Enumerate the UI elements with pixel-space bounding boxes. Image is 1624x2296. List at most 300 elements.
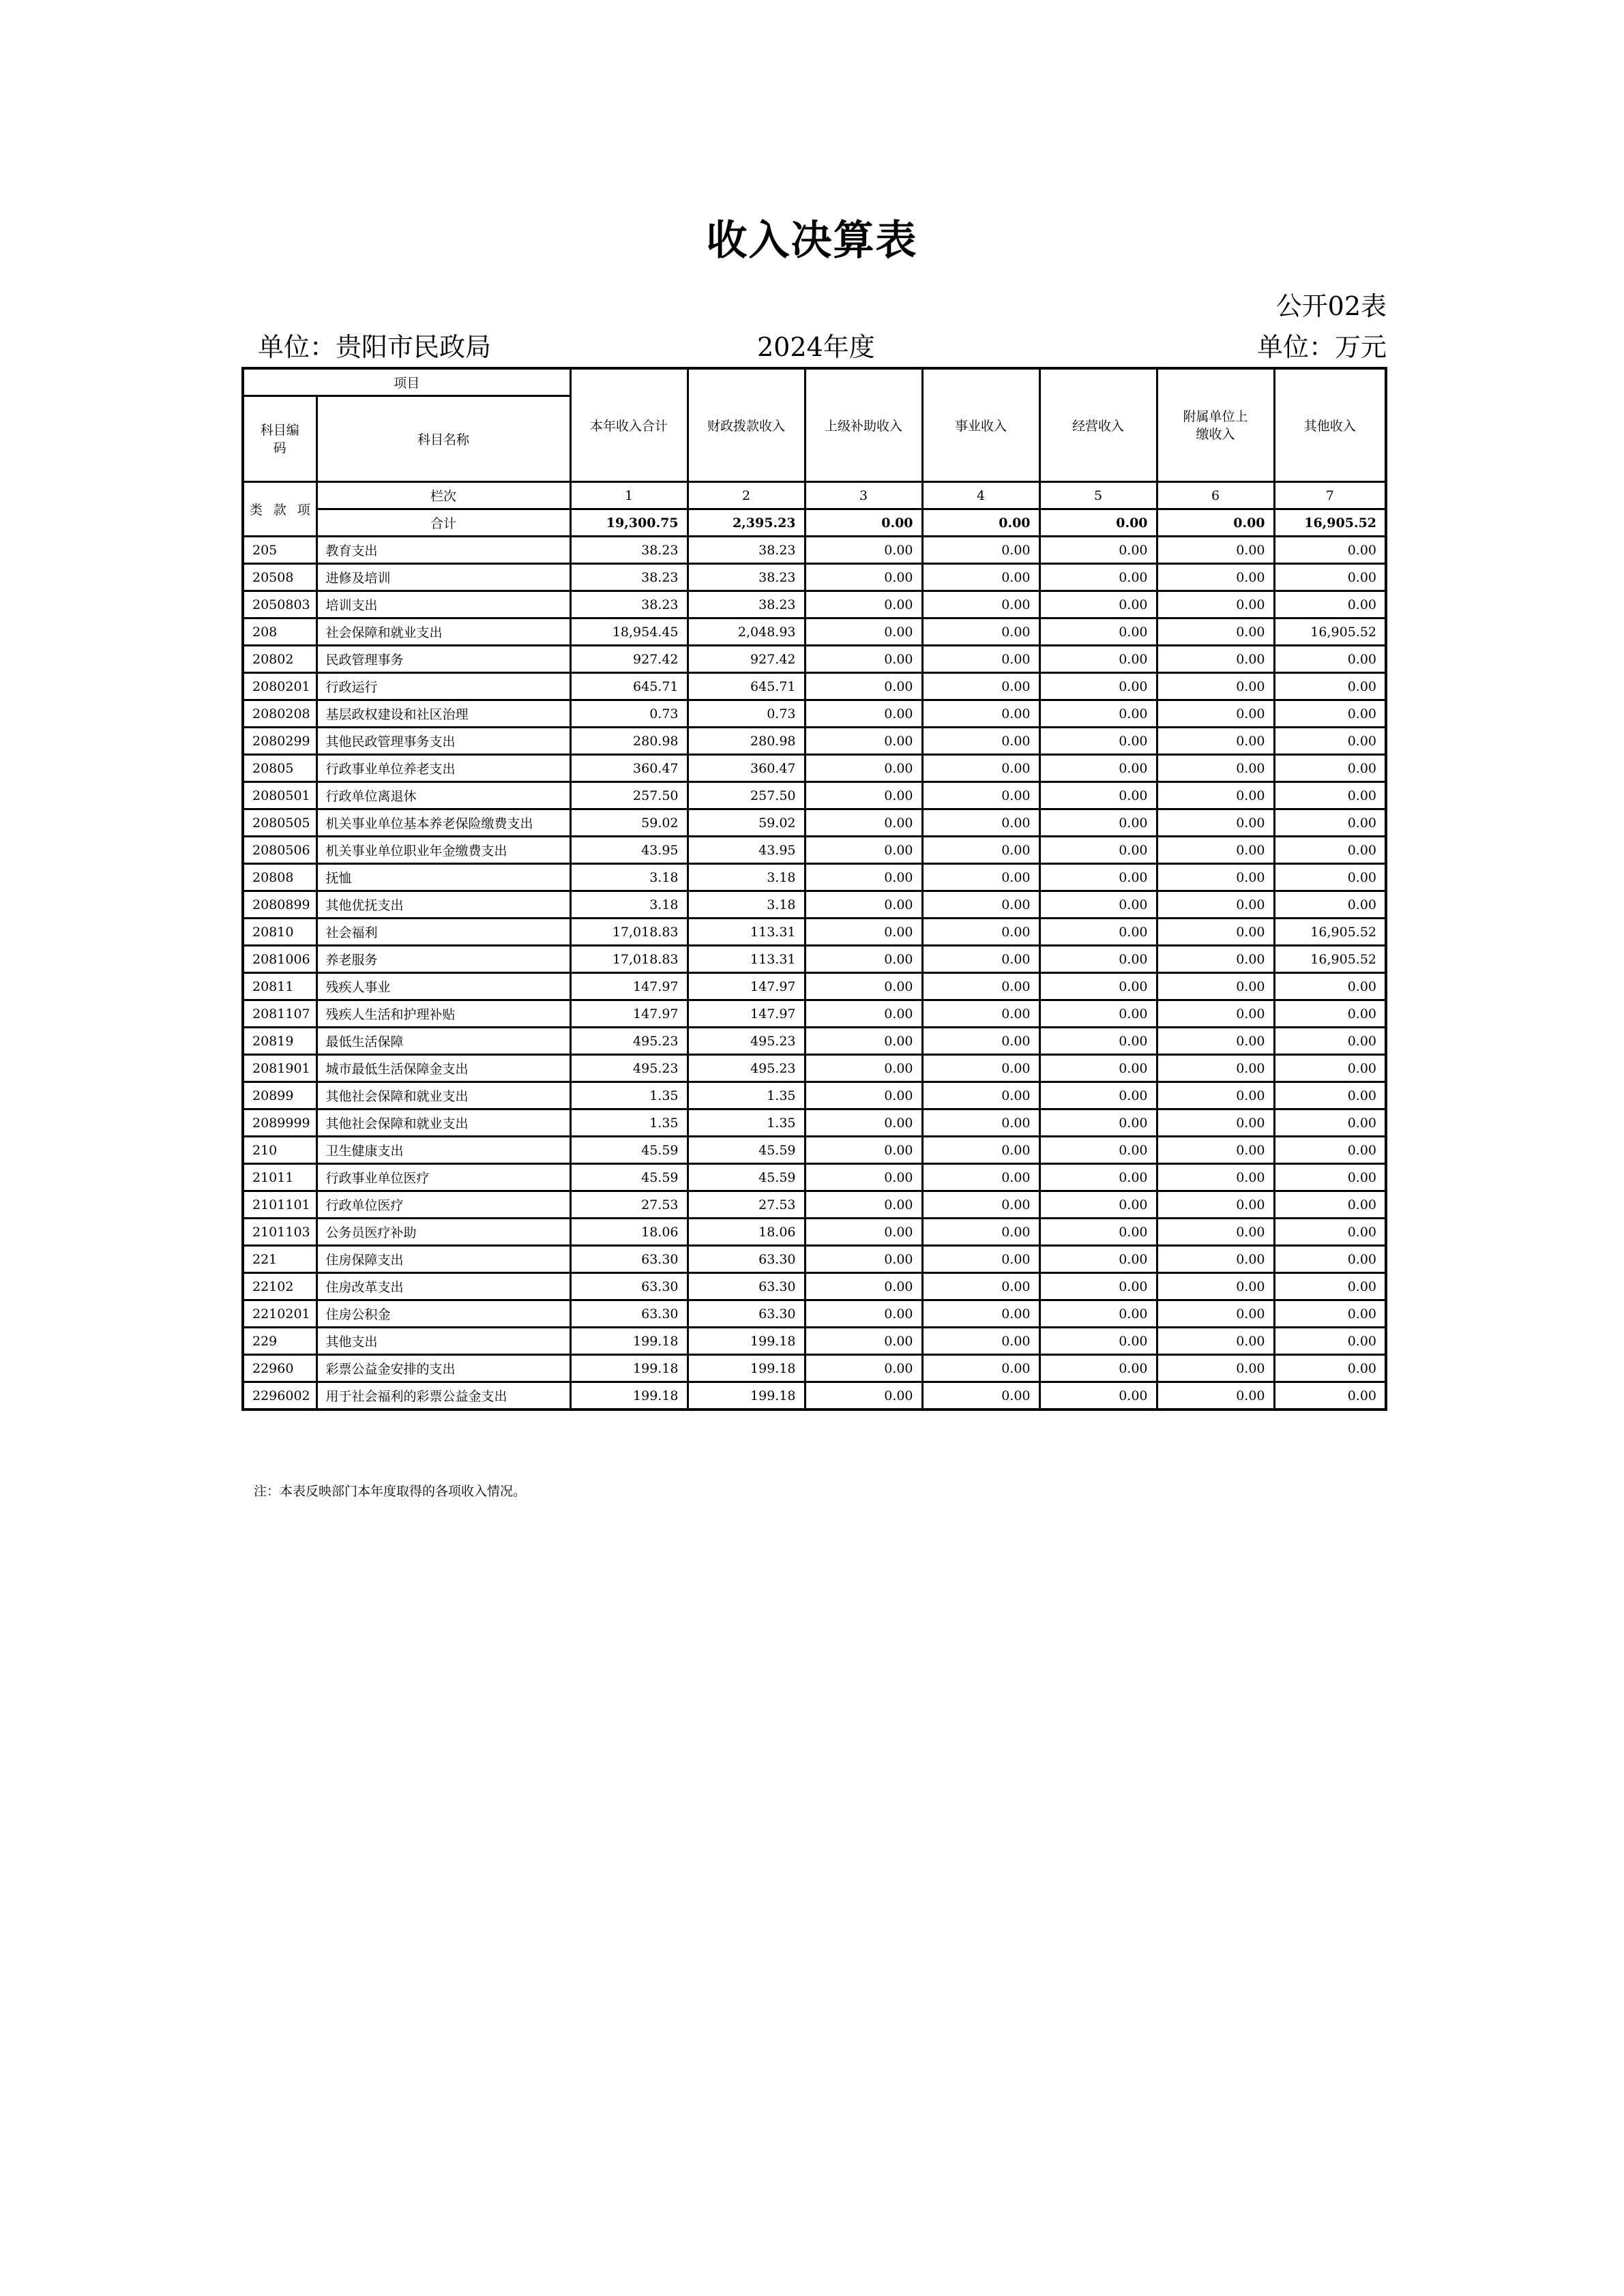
table-row: [243, 1109, 1386, 1137]
amount-cell: 0.00: [1274, 1082, 1386, 1109]
col-number-6: 6: [1157, 482, 1274, 509]
amount-cell: 0.00: [1157, 837, 1274, 864]
amount-cell: 0.00: [1157, 618, 1274, 646]
amount-cell: 0.00: [922, 1382, 1039, 1410]
col-number-4: 4: [922, 482, 1039, 509]
amount-cell: 0.00: [1039, 1137, 1157, 1164]
account-name: 抚恤: [316, 864, 570, 891]
amount-cell: 0.00: [1039, 673, 1157, 700]
account-code: 229: [243, 1328, 316, 1355]
xiang-label: 项: [297, 503, 310, 518]
amount-cell: 0.00: [1274, 837, 1386, 864]
amount-cell: 27.53: [570, 1191, 688, 1219]
account-name: 行政事业单位养老支出: [316, 755, 570, 782]
total-label: 合计: [316, 509, 570, 537]
amount-cell: 0.00: [1039, 919, 1157, 946]
amount-cell: 0.00: [922, 1055, 1039, 1082]
amount-cell: 360.47: [688, 755, 805, 782]
account-code: 2080505: [243, 809, 316, 837]
amount-cell: 63.30: [570, 1300, 688, 1328]
account-code: 2080208: [243, 700, 316, 728]
amount-cell: 0.00: [1157, 1028, 1274, 1055]
amount-cell: 0.00: [922, 1219, 1039, 1246]
amount-cell: 257.50: [688, 782, 805, 809]
account-name: 公务员医疗补助: [316, 1219, 570, 1246]
amount-cell: 0.00: [922, 973, 1039, 1000]
lei-kuan-xiang-header: [243, 482, 316, 537]
table-row: [243, 1137, 1386, 1164]
account-name: 教育支出: [316, 537, 570, 564]
account-code: 2101101: [243, 1191, 316, 1219]
amount-cell: 0.00: [922, 946, 1039, 973]
account-code: 22960: [243, 1355, 316, 1382]
amount-cell: 0.00: [1157, 973, 1274, 1000]
account-name: 基层政权建设和社区治理: [316, 700, 570, 728]
table-row: [243, 1219, 1386, 1246]
table-row: [243, 864, 1386, 891]
account-name: 养老服务: [316, 946, 570, 973]
amount-cell: 0.00: [1039, 782, 1157, 809]
amount-cell: 18.06: [688, 1219, 805, 1246]
currency-unit: 单位：万元: [1256, 332, 1387, 362]
amount-cell: 147.97: [570, 1000, 688, 1028]
amount-cell: 0.00: [1157, 755, 1274, 782]
total-cell: 16,905.52: [1274, 509, 1386, 537]
amount-cell: 0.00: [805, 673, 922, 700]
amount-cell: 0.00: [1274, 1219, 1386, 1246]
amount-cell: 38.23: [688, 537, 805, 564]
account-name: 其他民政管理事务支出: [316, 728, 570, 755]
income-table: [241, 367, 1387, 1411]
total-cell: 19,300.75: [570, 509, 688, 537]
amount-cell: 0.00: [805, 591, 922, 618]
page-title: 收入决算表: [706, 217, 918, 265]
amount-cell: 0.00: [1039, 700, 1157, 728]
fiscal-year: 2024年度: [757, 332, 875, 362]
amount-cell: 0.00: [1039, 646, 1157, 673]
amount-cell: 0.00: [1157, 1164, 1274, 1191]
account-code: 2050803: [243, 591, 316, 618]
account-name: 机关事业单位职业年金缴费支出: [316, 837, 570, 864]
amount-cell: 113.31: [688, 946, 805, 973]
amount-cell: 0.00: [805, 700, 922, 728]
amount-cell: 3.18: [688, 891, 805, 919]
amount-cell: 3.18: [570, 891, 688, 919]
amount-cell: 59.02: [688, 809, 805, 837]
code-header: 科目编码: [243, 396, 316, 482]
account-name: 行政运行: [316, 673, 570, 700]
amount-cell: 0.00: [922, 1109, 1039, 1137]
amount-cell: 0.00: [805, 1219, 922, 1246]
account-code: 20802: [243, 646, 316, 673]
col-header-1: 本年收入合计: [570, 368, 688, 482]
table-row: [243, 728, 1386, 755]
table-row: [243, 700, 1386, 728]
amount-cell: 0.00: [805, 1164, 922, 1191]
amount-cell: 0.00: [1274, 864, 1386, 891]
account-name: 其他社会保障和就业支出: [316, 1082, 570, 1109]
account-name: 行政事业单位医疗: [316, 1164, 570, 1191]
amount-cell: 645.71: [688, 673, 805, 700]
amount-cell: 0.00: [1039, 973, 1157, 1000]
account-code: 2089999: [243, 1109, 316, 1137]
amount-cell: 199.18: [570, 1328, 688, 1355]
col-header-3: 上级补助收入: [805, 368, 922, 482]
amount-cell: 0.00: [1039, 1328, 1157, 1355]
amount-cell: 0.00: [922, 1300, 1039, 1328]
amount-cell: 16,905.52: [1274, 618, 1386, 646]
account-code: 2296002: [243, 1382, 316, 1410]
account-name: 进修及培训: [316, 564, 570, 591]
account-name: 住房改革支出: [316, 1273, 570, 1300]
amount-cell: 0.00: [1039, 537, 1157, 564]
table-row: [243, 809, 1386, 837]
account-code: 20508: [243, 564, 316, 591]
amount-cell: 0.00: [1274, 728, 1386, 755]
table-row: [243, 755, 1386, 782]
amount-cell: 0.00: [922, 782, 1039, 809]
amount-cell: 18,954.45: [570, 618, 688, 646]
amount-cell: 0.00: [1157, 782, 1274, 809]
amount-cell: 0.00: [1274, 1273, 1386, 1300]
table-row: [243, 1164, 1386, 1191]
amount-cell: 280.98: [570, 728, 688, 755]
amount-cell: 38.23: [688, 591, 805, 618]
account-code: 20805: [243, 755, 316, 782]
amount-cell: 0.00: [1157, 537, 1274, 564]
amount-cell: 59.02: [570, 809, 688, 837]
reporting-unit: 单位：贵阳市民政局: [258, 332, 492, 362]
account-code: 20811: [243, 973, 316, 1000]
amount-cell: 0.00: [1039, 755, 1157, 782]
account-name: 其他社会保障和就业支出: [316, 1109, 570, 1137]
amount-cell: 645.71: [570, 673, 688, 700]
account-name: 住房保障支出: [316, 1246, 570, 1273]
amount-cell: 63.30: [688, 1300, 805, 1328]
amount-cell: 360.47: [570, 755, 688, 782]
amount-cell: 43.95: [570, 837, 688, 864]
amount-cell: 147.97: [570, 973, 688, 1000]
amount-cell: 0.00: [1274, 809, 1386, 837]
amount-cell: 1.35: [688, 1109, 805, 1137]
amount-cell: 0.00: [805, 1109, 922, 1137]
amount-cell: 1.35: [570, 1082, 688, 1109]
amount-cell: 0.00: [1039, 1300, 1157, 1328]
col-number-2: 2: [688, 482, 805, 509]
table-row: [243, 1273, 1386, 1300]
amount-cell: 0.00: [1157, 891, 1274, 919]
col-header-2: 财政拨款收入: [688, 368, 805, 482]
header-row-project: [243, 368, 1386, 396]
amount-cell: 0.00: [1157, 809, 1274, 837]
table-row: [243, 1082, 1386, 1109]
account-name: 卫生健康支出: [316, 1137, 570, 1164]
account-code: 21011: [243, 1164, 316, 1191]
account-code: 210: [243, 1137, 316, 1164]
account-name: 其他支出: [316, 1328, 570, 1355]
amount-cell: 0.00: [1274, 755, 1386, 782]
col-header-4: 事业收入: [922, 368, 1039, 482]
name-header: 科目名称: [316, 396, 570, 482]
amount-cell: 0.00: [1157, 591, 1274, 618]
amount-cell: 38.23: [570, 537, 688, 564]
account-code: 20808: [243, 864, 316, 891]
amount-cell: 0.00: [805, 891, 922, 919]
amount-cell: 0.00: [1039, 1355, 1157, 1382]
col-number-5: 5: [1039, 482, 1157, 509]
amount-cell: 0.00: [1157, 1219, 1274, 1246]
table-row: [243, 1328, 1386, 1355]
account-name: 城市最低生活保障金支出: [316, 1055, 570, 1082]
amount-cell: 0.00: [1274, 537, 1386, 564]
amount-cell: 0.00: [1157, 1355, 1274, 1382]
amount-cell: 0.00: [805, 1028, 922, 1055]
amount-cell: 43.95: [688, 837, 805, 864]
amount-cell: 0.00: [1039, 809, 1157, 837]
amount-cell: 0.00: [805, 1137, 922, 1164]
account-name: 用于社会福利的彩票公益金支出: [316, 1382, 570, 1410]
amount-cell: 199.18: [688, 1355, 805, 1382]
amount-cell: 0.00: [805, 946, 922, 973]
amount-cell: 0.00: [805, 728, 922, 755]
account-name: 培训支出: [316, 591, 570, 618]
amount-cell: 0.00: [805, 973, 922, 1000]
amount-cell: 0.00: [1039, 1382, 1157, 1410]
amount-cell: 0.00: [1157, 1137, 1274, 1164]
amount-cell: 0.00: [1157, 673, 1274, 700]
amount-cell: 0.00: [1274, 782, 1386, 809]
amount-cell: 0.00: [922, 1273, 1039, 1300]
amount-cell: 0.00: [1274, 1191, 1386, 1219]
account-name: 残疾人生活和护理补贴: [316, 1000, 570, 1028]
table-row: [243, 1055, 1386, 1082]
amount-cell: 0.00: [1274, 1328, 1386, 1355]
account-code: 205: [243, 537, 316, 564]
table-row: [243, 1028, 1386, 1055]
amount-cell: 63.30: [570, 1273, 688, 1300]
amount-cell: 0.00: [1157, 1273, 1274, 1300]
amount-cell: 0.00: [1039, 1000, 1157, 1028]
amount-cell: 0.00: [805, 1246, 922, 1273]
amount-cell: 0.00: [922, 1028, 1039, 1055]
amount-cell: 45.59: [570, 1137, 688, 1164]
amount-cell: 0.00: [1157, 864, 1274, 891]
table-row: [243, 1300, 1386, 1328]
amount-cell: 17,018.83: [570, 946, 688, 973]
amount-cell: 0.00: [1157, 1246, 1274, 1273]
amount-cell: 0.00: [922, 891, 1039, 919]
amount-cell: 0.00: [1039, 1273, 1157, 1300]
account-name: 残疾人事业: [316, 973, 570, 1000]
amount-cell: 0.00: [922, 700, 1039, 728]
amount-cell: 0.00: [805, 1300, 922, 1328]
amount-cell: 63.30: [688, 1246, 805, 1273]
amount-cell: 0.00: [1039, 1055, 1157, 1082]
amount-cell: 0.00: [922, 646, 1039, 673]
amount-cell: 0.00: [805, 1000, 922, 1028]
kuan-label: 款: [273, 503, 286, 518]
amount-cell: 0.00: [1039, 864, 1157, 891]
account-name: 社会福利: [316, 919, 570, 946]
table-row: [243, 1246, 1386, 1273]
amount-cell: 45.59: [688, 1137, 805, 1164]
total-cell: 0.00: [1039, 509, 1157, 537]
amount-cell: 0.00: [1157, 1082, 1274, 1109]
amount-cell: 0.00: [1039, 1082, 1157, 1109]
amount-cell: 0.00: [1274, 646, 1386, 673]
amount-cell: 0.00: [1039, 564, 1157, 591]
total-cell: 2,395.23: [688, 509, 805, 537]
amount-cell: 0.00: [1039, 1246, 1157, 1273]
table-row: [243, 973, 1386, 1000]
account-code: 20899: [243, 1082, 316, 1109]
amount-cell: 0.00: [1274, 1137, 1386, 1164]
amount-cell: 0.00: [1274, 1055, 1386, 1082]
amount-cell: 0.00: [1157, 1109, 1274, 1137]
amount-cell: 0.00: [805, 1355, 922, 1382]
amount-cell: 0.00: [922, 537, 1039, 564]
amount-cell: 18.06: [570, 1219, 688, 1246]
total-row: [243, 509, 1386, 537]
amount-cell: 0.00: [805, 1273, 922, 1300]
amount-cell: 0.00: [805, 646, 922, 673]
amount-cell: 0.00: [1274, 1355, 1386, 1382]
project-header: 项目: [243, 368, 570, 396]
amount-cell: 0.00: [1039, 891, 1157, 919]
col-number-7: 7: [1274, 482, 1386, 509]
table-row: [243, 564, 1386, 591]
amount-cell: 0.00: [1274, 1164, 1386, 1191]
account-name: 行政单位离退休: [316, 782, 570, 809]
total-cell: 0.00: [805, 509, 922, 537]
table-row: [243, 673, 1386, 700]
amount-cell: 38.23: [570, 591, 688, 618]
amount-cell: 0.00: [922, 564, 1039, 591]
amount-cell: 0.73: [570, 700, 688, 728]
amount-cell: 927.42: [688, 646, 805, 673]
account-name: 其他优抚支出: [316, 891, 570, 919]
amount-cell: 45.59: [688, 1164, 805, 1191]
table-row: [243, 646, 1386, 673]
amount-cell: 0.00: [805, 755, 922, 782]
amount-cell: 495.23: [570, 1055, 688, 1082]
amount-cell: 0.00: [805, 1328, 922, 1355]
amount-cell: 0.00: [1274, 1246, 1386, 1273]
account-code: 20810: [243, 919, 316, 946]
amount-cell: 2,048.93: [688, 618, 805, 646]
amount-cell: 0.00: [922, 809, 1039, 837]
amount-cell: 0.00: [1157, 700, 1274, 728]
amount-cell: 199.18: [570, 1382, 688, 1410]
table-note: 注：本表反映部门本年度取得的各项收入情况。: [254, 1484, 527, 1499]
amount-cell: 0.00: [922, 728, 1039, 755]
amount-cell: 0.00: [1157, 646, 1274, 673]
amount-cell: 63.30: [570, 1246, 688, 1273]
account-code: 20819: [243, 1028, 316, 1055]
amount-cell: 1.35: [688, 1082, 805, 1109]
amount-cell: 0.00: [1274, 973, 1386, 1000]
amount-cell: 147.97: [688, 973, 805, 1000]
account-name: 住房公积金: [316, 1300, 570, 1328]
account-code: 2101103: [243, 1219, 316, 1246]
account-code: 2080501: [243, 782, 316, 809]
amount-cell: 0.00: [922, 673, 1039, 700]
amount-cell: 16,905.52: [1274, 919, 1386, 946]
amount-cell: 927.42: [570, 646, 688, 673]
amount-cell: 0.00: [922, 1082, 1039, 1109]
account-code: 2210201: [243, 1300, 316, 1328]
amount-cell: 0.00: [805, 564, 922, 591]
account-code: 2081107: [243, 1000, 316, 1028]
amount-cell: 0.00: [922, 864, 1039, 891]
amount-cell: 0.00: [805, 837, 922, 864]
total-cell: 0.00: [922, 509, 1039, 537]
amount-cell: 0.00: [922, 1000, 1039, 1028]
amount-cell: 0.00: [922, 837, 1039, 864]
amount-cell: 199.18: [688, 1328, 805, 1355]
form-number: 公开02表: [1275, 291, 1387, 321]
amount-cell: 0.00: [1274, 1300, 1386, 1328]
table-body: [243, 368, 1386, 1410]
amount-cell: 0.00: [1039, 837, 1157, 864]
amount-cell: 0.00: [1039, 1109, 1157, 1137]
table-row: [243, 618, 1386, 646]
account-code: 2080899: [243, 891, 316, 919]
amount-cell: 495.23: [688, 1028, 805, 1055]
amount-cell: 0.00: [1274, 1109, 1386, 1137]
col-header-5: 经营收入: [1039, 368, 1157, 482]
lanci-label: 栏次: [316, 482, 570, 509]
amount-cell: 0.00: [922, 1191, 1039, 1219]
table-row: [243, 1355, 1386, 1382]
amount-cell: 0.00: [1157, 1191, 1274, 1219]
amount-cell: 0.00: [1157, 1328, 1274, 1355]
amount-cell: 0.00: [805, 1191, 922, 1219]
table-row: [243, 1191, 1386, 1219]
header-row-lanci: [243, 482, 1386, 509]
table-row: [243, 537, 1386, 564]
account-name: 机关事业单位基本养老保险缴费支出: [316, 809, 570, 837]
amount-cell: 0.00: [805, 1055, 922, 1082]
amount-cell: 17,018.83: [570, 919, 688, 946]
amount-cell: 0.00: [1157, 728, 1274, 755]
table-row: [243, 1382, 1386, 1410]
account-name: 社会保障和就业支出: [316, 618, 570, 646]
amount-cell: 45.59: [570, 1164, 688, 1191]
amount-cell: 0.00: [1274, 1028, 1386, 1055]
account-name: 彩票公益金安排的支出: [316, 1355, 570, 1382]
amount-cell: 0.00: [805, 618, 922, 646]
amount-cell: 0.00: [805, 864, 922, 891]
amount-cell: 280.98: [688, 728, 805, 755]
amount-cell: 0.00: [922, 591, 1039, 618]
account-code: 208: [243, 618, 316, 646]
amount-cell: 3.18: [688, 864, 805, 891]
amount-cell: 0.00: [1274, 591, 1386, 618]
amount-cell: 0.00: [922, 1164, 1039, 1191]
amount-cell: 0.00: [1039, 591, 1157, 618]
amount-cell: 0.00: [805, 537, 922, 564]
amount-cell: 0.00: [1157, 1382, 1274, 1410]
amount-cell: 16,905.52: [1274, 946, 1386, 973]
amount-cell: 0.00: [922, 1137, 1039, 1164]
amount-cell: 27.53: [688, 1191, 805, 1219]
table-row: [243, 782, 1386, 809]
amount-cell: 0.00: [1157, 1000, 1274, 1028]
amount-cell: 0.00: [1157, 1300, 1274, 1328]
amount-cell: 199.18: [570, 1355, 688, 1382]
amount-cell: 0.00: [1039, 1191, 1157, 1219]
